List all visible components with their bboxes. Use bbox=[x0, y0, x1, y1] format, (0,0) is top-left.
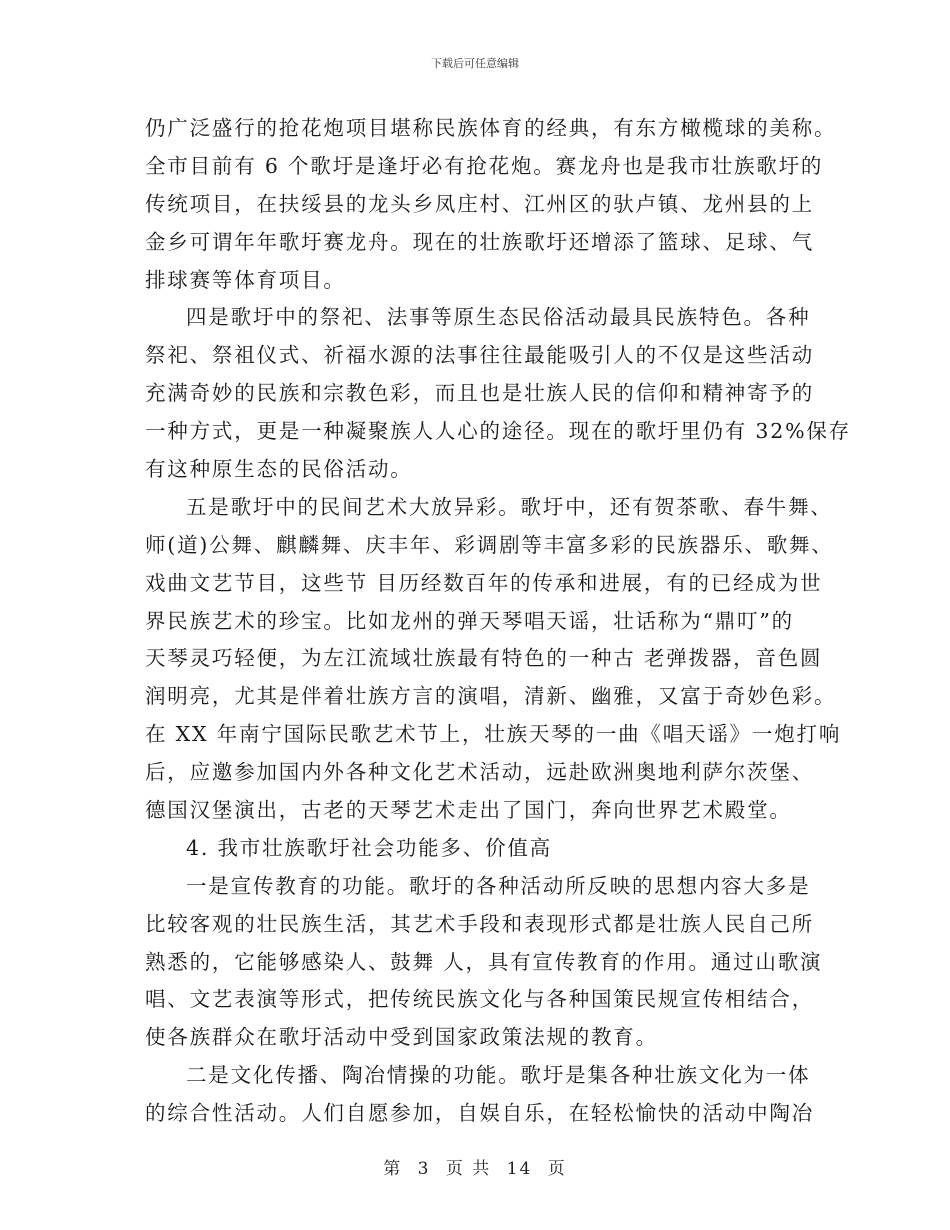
text-line: 全市目前有 6 个歌圩是逢圩必有抢花炮。赛龙舟也是我市壮族歌圩的 bbox=[145, 153, 824, 178]
text-line: 五是歌圩中的民间艺术大放异彩。歌圩中，还有贺茶歌、春牛舞、 bbox=[186, 494, 833, 519]
text-line: 金乡可谓年年歌圩赛龙舟。现在的壮族歌圩还增添了篮球、足球、气 bbox=[145, 229, 814, 254]
footer-middle: 页 共 bbox=[445, 1159, 492, 1179]
text-line: 祭祀、祭祖仪式、祈福水源的法事往往最能吸引人的不仅是这些活动 bbox=[145, 343, 814, 368]
text-line: 使各族群众在歌圩活动中受到国家政策法规的教育。 bbox=[145, 1025, 658, 1050]
text-line: 天琴灵巧轻便，为左江流域壮族最有特色的一种古 老弹拨器，音色圆 bbox=[145, 646, 823, 671]
text-line: 唱、文艺表演等形式，把传统民族文化与各种国策民规宣传相结合， bbox=[145, 987, 814, 1012]
text-line: 德国汉堡演出，古老的天琴艺术走出了国门，奔向世界艺术殿堂。 bbox=[145, 798, 792, 823]
text-line: 4. 我市壮族歌圩社会功能多、价值高 bbox=[186, 835, 552, 860]
footer-prefix: 第 bbox=[383, 1159, 403, 1179]
text-line: 传统项目，在扶绥县的龙头乡凤庄村、江州区的驮卢镇、龙州县的上 bbox=[145, 191, 814, 216]
text-line: 比较客观的壮民族生活，其艺术手段和表现形式都是壮族人民自己所 bbox=[145, 911, 814, 936]
text-line: 二是文化传播、陶冶情操的功能。歌圩是集各种壮族文化为一体 bbox=[186, 1063, 811, 1088]
text-line: 戏曲文艺节目，这些节 目历经数百年的传承和进展，有的已经成为世 bbox=[145, 570, 823, 595]
text-line: 熟悉的，它能够感染人、鼓舞 人，具有宣传教育的作用。通过山歌演 bbox=[145, 949, 823, 974]
text-line: 一是宣传教育的功能。歌圩的各种活动所反映的思想内容大多是 bbox=[186, 873, 811, 898]
text-line: 有这种原生态的民俗活动。 bbox=[145, 457, 413, 482]
text-line: 四是歌圩中的祭祀、法事等原生态民俗活动最具民族特色。各种 bbox=[186, 305, 811, 330]
text-line: 一种方式，更是一种凝聚族人人心的途径。现在的歌圩里仍有 32%保存 bbox=[145, 419, 851, 444]
text-line: 在 XX 年南宁国际民歌艺术节上，壮族天琴的一曲《唱天谣》一炮打响 bbox=[145, 722, 842, 747]
footer-total-pages: 14 bbox=[506, 1159, 533, 1179]
text-line: 师(道)公舞、麒麟舞、庆丰年、彩调剧等丰富多彩的民族器乐、歌舞、 bbox=[145, 532, 834, 557]
text-line: 排球赛等体育项目。 bbox=[145, 267, 346, 292]
page-footer bbox=[0, 1154, 950, 1179]
text-line: 润明亮，尤其是伴着壮族方言的演唱，清新、幽雅，又富于奇妙色彩。 bbox=[145, 684, 837, 709]
document-body bbox=[145, 110, 851, 1133]
text-line: 后，应邀参加国内外各种文化艺术活动，远赴欧洲奥地利萨尔茨堡、 bbox=[145, 760, 814, 785]
text-line: 界民族艺术的珍宝。比如龙州的弹天琴唱天谣，壮话称为“鼎叮”的 bbox=[145, 608, 794, 633]
text-line: 仍广泛盛行的抢花炮项目堪称民族体育的经典，有东方橄榄球的美称。 bbox=[145, 116, 837, 140]
text-line: 充满奇妙的民族和宗教色彩，而且也是壮族人民的信仰和精神寄予的 bbox=[145, 381, 814, 406]
footer-current-page: 3 bbox=[417, 1159, 431, 1179]
footer-suffix: 页 bbox=[547, 1159, 567, 1179]
text-line: 的综合性活动。人们自愿参加，自娱自乐，在轻松愉快的活动中陶冶 bbox=[145, 1101, 814, 1126]
page-header: 下载后可任意编辑 bbox=[431, 57, 519, 70]
